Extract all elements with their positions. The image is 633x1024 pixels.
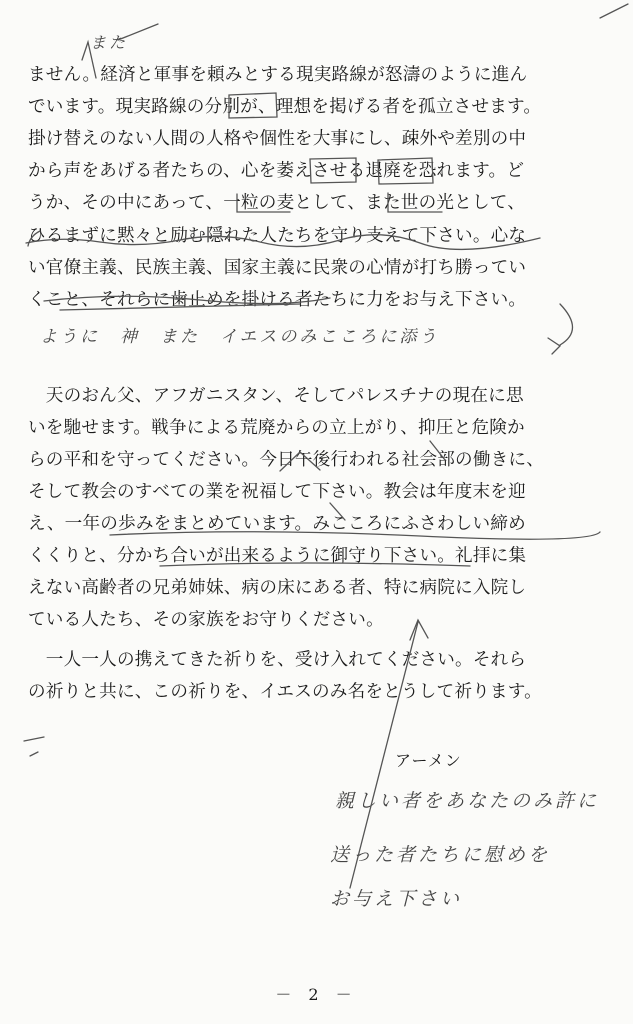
text-line: そして教会のすべての業を祝福して下さい。教会は年度末を迎 [28,482,526,502]
text-line: い官僚主義、民族主義、国家主義に民衆の心情が打ち勝ってい [28,258,527,278]
text-line: くこと、それらに歯止めを掛ける者たちに力をお与え下さい。 [28,290,527,310]
handwritten-note-line: 送った者たちに慰めを [330,844,551,866]
text-line: くくりと、分かち合いが出来るように御守り下さい。礼拝に集 [28,546,527,566]
text-line: うか、その中にあって、一粒の麦として、また世の光として、 [28,193,525,213]
text-line: から声をあげる者たちの、心を萎えさせる退廃を恐れます。ど [28,161,525,181]
text-line: らの平和を守ってください。今日午後行われる社会部の働きに、 [28,450,545,470]
text-line: え、一年の歩みをまとめています。みこころにふさわしい締め [28,514,526,534]
handwritten-note-line: 親しい者をあなたのみ許に [335,790,600,812]
text-line: でいます。現実路線の分別が、理想を掲げる者を孤立させます。 [28,97,542,117]
text-line: ません。経済と軍事を頼みとする現実路線が怒濤のように進ん [28,65,528,85]
handwritten-note-insert: ように 神 また イエスのみこころに添う [40,327,440,347]
text-line: ている人たち、その家族をお守りください。 [28,610,384,630]
text-line: の祈りと共に、この祈りを、イエスのみ名をとうして祈ります。 [28,682,542,702]
handwritten-note-line: お与え下さい [330,888,463,910]
page-number: － 2 － [275,985,358,1004]
text-line: 掛け替えのない人間の人格や個性を大事にし、疎外や差別の中 [28,129,527,149]
text-line: えない高齢者の兄弟姉妹、病の床にある者、特に病院に入院し [28,578,527,598]
text-line: 一人一人の携えてきた祈りを、受け入れてください。それら [28,650,527,670]
text-line: ひるまずに黙々と励む隠れた人たちを守り支えて下さい。心な [28,226,527,246]
amen-text: アーメン [395,751,462,770]
text-line: 天のおん父、アフガニスタン、そしてパレスチナの現在に思 [28,386,524,406]
handwritten-note-top: また [90,33,129,52]
text-line: いを馳せます。戦争による荒廃からの立上がり、抑圧と危険か [28,418,525,438]
